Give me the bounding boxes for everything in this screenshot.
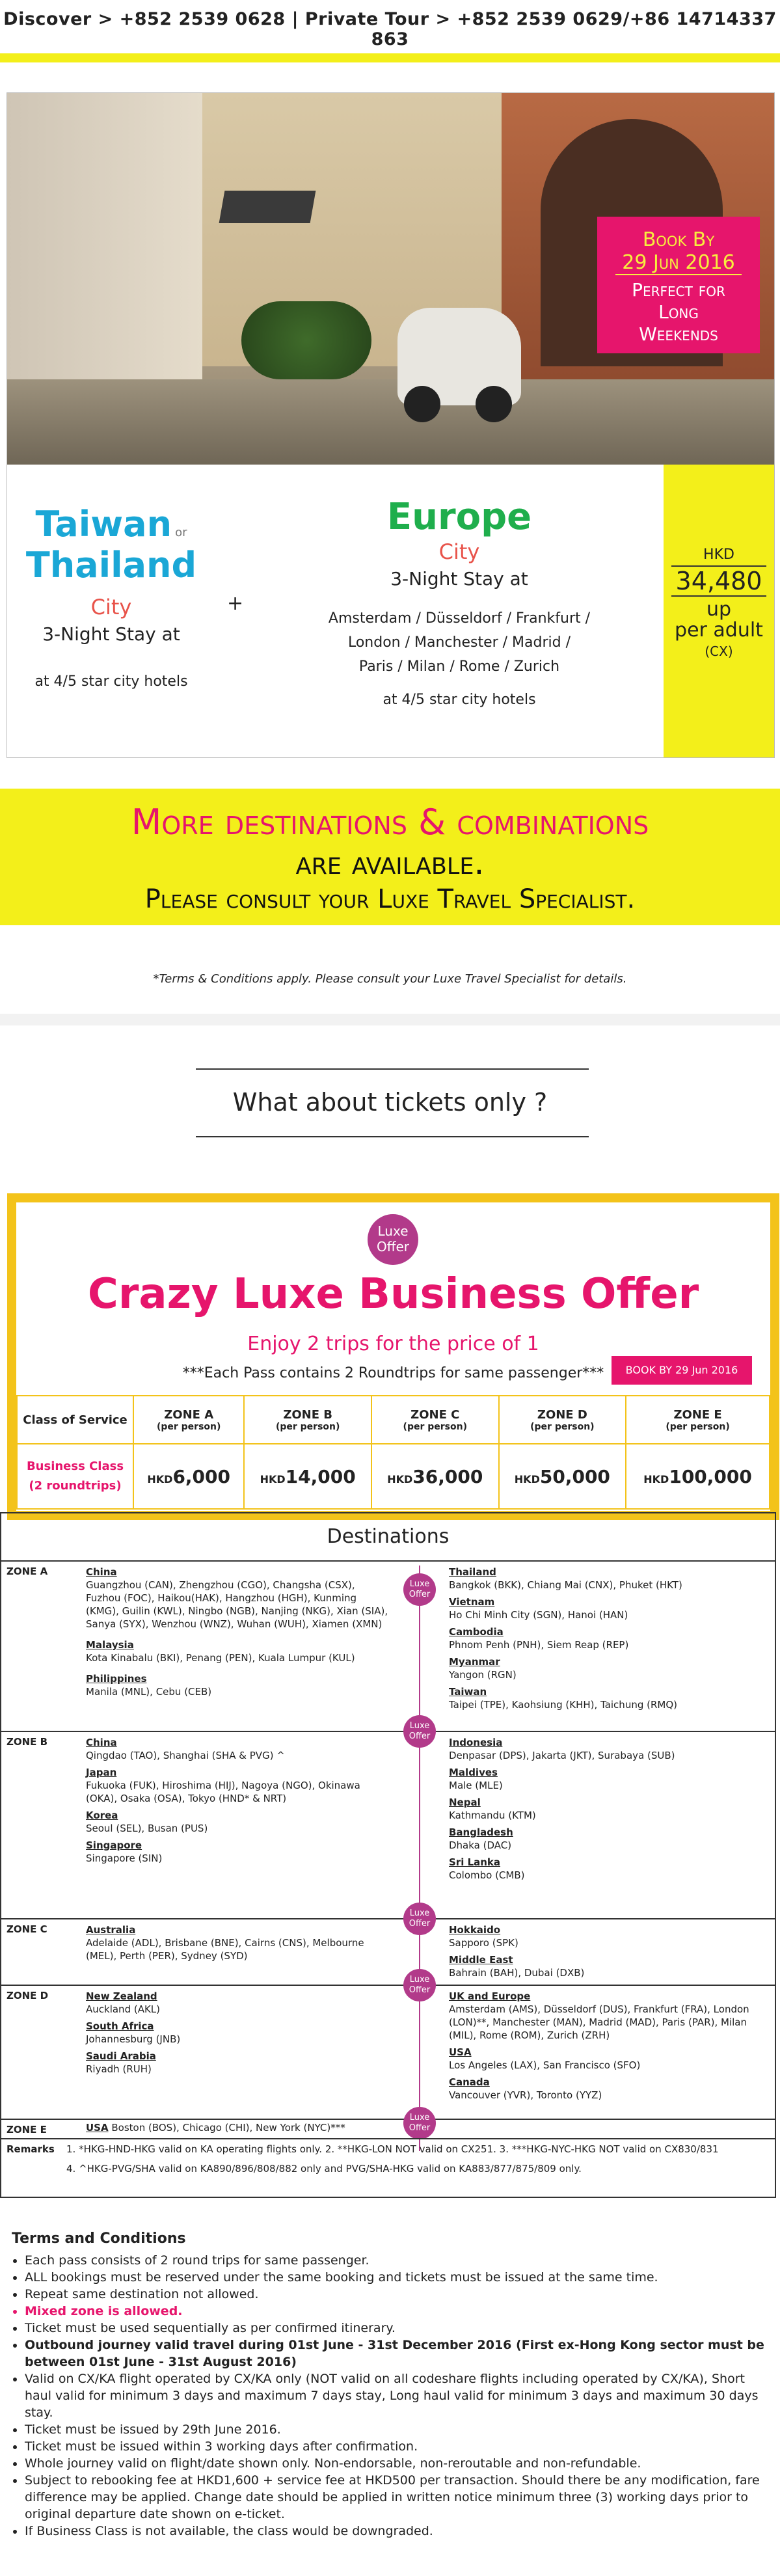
section-separator xyxy=(0,1014,780,1025)
cities: Auckland (AKL) xyxy=(86,2003,161,2015)
cities: Dhaka (DAC) xyxy=(449,1839,512,1851)
cities: Phnom Penh (PNH), Siem Reap (REP) xyxy=(449,1639,629,1651)
cities: Bangkok (BKK), Chiang Mai (CNX), Phuket (HKT) xyxy=(449,1579,682,1591)
list-item: • Ticket must be used sequentially as per confirmed itinerary. xyxy=(25,2320,766,2337)
perfect-for: Perfect for xyxy=(632,279,725,301)
scooter-wheel-back xyxy=(476,386,512,422)
country: Maldives xyxy=(449,1767,498,1778)
plus-sign: + xyxy=(227,592,244,615)
zone-label: ZONE B xyxy=(7,1736,48,1748)
luxe-offer-badge xyxy=(403,1715,436,1748)
cobblestone-street xyxy=(7,379,774,465)
cities: Los Angeles (LAX), San Francisco (SFO) xyxy=(449,2059,641,2071)
business-class-cell xyxy=(17,1444,133,1509)
remarks-row xyxy=(1,2138,775,2197)
offer-label: Offer xyxy=(409,1919,431,1929)
country: UK and Europe xyxy=(449,1990,531,2002)
zone-c-row xyxy=(1,1908,775,1986)
zone-name: ZONE C xyxy=(410,1407,460,1422)
price-value: 50,000 xyxy=(539,1465,610,1487)
price-value: 6,000 xyxy=(172,1465,231,1487)
list-item: • Mixed zone is allowed. xyxy=(25,2303,766,2320)
currency: HKD xyxy=(147,1472,173,1485)
country: New Zealand xyxy=(86,1990,157,2002)
asia-city-label: City xyxy=(90,595,132,619)
cities: Johannesburg (JNB) xyxy=(86,2033,181,2045)
country: Cambodia xyxy=(449,1626,504,1638)
cities: Colombo (CMB) xyxy=(449,1869,525,1881)
more-line1: More destinations & combinations xyxy=(131,802,649,843)
zone-d-row xyxy=(1,1975,775,2120)
europe-city-label: City xyxy=(438,539,480,564)
cities: Male (MLE) xyxy=(449,1780,503,1791)
terms-and-conditions xyxy=(12,2230,766,2540)
cities: Riyadh (RUH) xyxy=(86,2063,152,2075)
country: Australia xyxy=(86,1924,136,1936)
country: Bangladesh xyxy=(449,1826,513,1838)
cities: Fukuoka (FUK), Hiroshima (HIJ), Nagoya (NGO), Okinawa (OKA), Osaka (OSA), Tokyo (HND* & NRT) xyxy=(86,1780,360,1804)
divider-top xyxy=(196,1068,589,1070)
zone-a-right xyxy=(449,1562,768,1711)
more-line2: are available. xyxy=(295,844,485,882)
zone-c-right xyxy=(449,1919,768,1979)
thailand-title: Thailand xyxy=(25,545,197,586)
cities: Singapore (SIN) xyxy=(86,1852,163,1864)
price-airline: (CX) xyxy=(705,644,733,659)
asia-destination xyxy=(7,504,215,690)
cities: Bahrain (BAH), Dubai (DXB) xyxy=(449,1967,585,1979)
left-building xyxy=(7,93,202,379)
luxe-label: Luxe xyxy=(409,1579,430,1589)
price-amount: 34,480 xyxy=(671,565,766,597)
zone-e-row xyxy=(1,2113,775,2139)
luxe-offer-badge xyxy=(403,2107,436,2139)
country: Vietnam xyxy=(449,1596,495,1608)
zone-a-header xyxy=(133,1396,244,1444)
luxe-offer-badge xyxy=(403,1969,436,2001)
zone-name: ZONE E xyxy=(673,1407,722,1422)
cities: Kota Kinabalu (BKI), Penang (PEN), Kuala Lumpur (KUL) xyxy=(86,1652,355,1664)
package-offer-panel xyxy=(7,465,775,758)
luxe-label: Luxe xyxy=(409,2113,430,2122)
scooter-wheel-front xyxy=(404,386,440,422)
book-by-badge xyxy=(597,217,760,353)
list-item: • ALL bookings must be reserved under the same booking and tickets must be issued at the same time. xyxy=(25,2269,766,2286)
price-value: 14,000 xyxy=(285,1465,356,1487)
country: USA xyxy=(86,2122,109,2134)
asia-night-label: 3-Night Stay at xyxy=(42,623,180,645)
currency: HKD xyxy=(514,1472,540,1485)
list-item: • Valid on CX/KA flight operated by CX/KA only (NOT valid on all codeshare flights including operated by CX/KA), Short haul valid for minimum 3 days and maximum 7 days stay, Long haul valid for minimum 3 days and maximum 30 days stay. xyxy=(25,2370,766,2421)
country: Korea xyxy=(86,1810,118,1821)
remark-1: 1. *HKG-HND-HKG valid on KA operating flights only. 2. **HKG-LON NOT valid on CX251. 3. ***HKG-NYC-HKG NOT valid on CX830/831 xyxy=(66,2143,719,2155)
zone-c-header xyxy=(371,1396,499,1444)
luxe-label: Luxe xyxy=(409,1908,430,1918)
price-up: up xyxy=(706,598,732,621)
zone-name: ZONE A xyxy=(164,1407,214,1422)
zone-a-left xyxy=(86,1562,392,1698)
country: Indonesia xyxy=(449,1737,503,1748)
luxe-label: Luxe xyxy=(409,1721,430,1731)
zone-name: ZONE B xyxy=(283,1407,333,1422)
yellow-rule xyxy=(0,53,780,62)
country: Canada xyxy=(449,2076,490,2088)
zone-label: ZONE C xyxy=(7,1923,47,1935)
zone-b-row xyxy=(1,1721,775,1919)
zone-d-left xyxy=(86,1986,392,2076)
cities: Kathmandu (KTM) xyxy=(449,1810,536,1821)
business-class-label: Business Class xyxy=(26,1459,124,1473)
country: Sri Lanka xyxy=(449,1856,501,1868)
roundtrips-label: (2 roundtrips) xyxy=(29,1479,122,1493)
offer-label: Offer xyxy=(409,1731,431,1741)
cities: Boston (BOS), Chicago (CHI), New York (NYC)*** xyxy=(111,2122,345,2134)
europe-cities-line2: London / Manchester / Madrid / xyxy=(347,634,571,651)
country: Philippines xyxy=(86,1673,147,1685)
book-by-date: 29 Jun 2016 xyxy=(615,251,742,275)
country: Myanmar xyxy=(449,1656,500,1668)
per-person: (per person) xyxy=(156,1421,221,1432)
zone-d-right xyxy=(449,1986,768,2102)
luxe-offer-badge xyxy=(403,1573,436,1606)
luxe-label: Luxe xyxy=(409,1975,430,1985)
europe-cities-line1: Amsterdam / Düsseldorf / Frankfurt / xyxy=(328,610,591,627)
book-by-label: Book By xyxy=(642,228,715,251)
country: Taiwan xyxy=(449,1686,487,1698)
country: South Africa xyxy=(86,2020,154,2032)
list-item: • Whole journey valid on flight/date shown only. Non-endorsable, non-reroutable and non-refundable. xyxy=(25,2455,766,2472)
per-person: (per person) xyxy=(403,1421,467,1432)
offer-label: Offer xyxy=(409,2123,431,2133)
europe-cities xyxy=(267,606,651,679)
taiwan-title: Taiwan xyxy=(35,504,172,545)
class-of-service-header: Class of Service xyxy=(17,1396,133,1444)
cities: Yangon (RGN) xyxy=(449,1669,517,1681)
remark-2: 4. ^HKG-PVG/SHA valid on KA890/896/808/882 only and PVG/SHA-HKG valid on KA883/877/875/809 only. xyxy=(66,2163,582,2175)
weekends-label: Weekends xyxy=(639,323,718,345)
currency: HKD xyxy=(387,1472,413,1485)
zone-d-header xyxy=(499,1396,626,1444)
cities: Manila (MNL), Cebu (CEB) xyxy=(86,1686,212,1698)
cities: Guangzhou (CAN), Zhengzhou (CGO), Changsha (CSX), Fuzhou (FOC), Haikou(HAK), Hangzhou (HGH), Kunming (KMG), Guilin (KWL), Ningbo (NGB), Nanjing (NKG), Xian (SIA), Sanya (SYX), Wenzhou (WNZ), Wuhan (WUH), Xiamen (XMN) xyxy=(86,1579,388,1630)
cities: Amsterdam (AMS), Düsseldorf (DUS), Frankfurt (FRA), London (LON)**, Manchester (MAN), Madrid (MAD), Paris (PAR), Milan (MIL), Rome (ROM), Zurich (ZRH) xyxy=(449,2003,749,2041)
crazy-offer-title: Crazy Luxe Business Offer xyxy=(87,1270,699,1318)
destinations-table xyxy=(0,1512,776,2198)
tickets-only-heading: What about tickets only ? xyxy=(232,1088,548,1117)
hero-photo xyxy=(7,92,775,466)
more-line3: Please consult your Luxe Travel Specialist. xyxy=(144,884,636,914)
list-item: • Each pass consists of 2 round trips for same passenger. xyxy=(25,2252,766,2269)
zone-e-price xyxy=(626,1444,770,1509)
zone-b-header xyxy=(244,1396,371,1444)
country: China xyxy=(86,1566,117,1578)
per-person: (per person) xyxy=(666,1421,730,1432)
cities: Vancouver (YVR), Toronto (YYZ) xyxy=(449,2089,602,2101)
cities: Adelaide (ADL), Brisbane (BNE), Cairns (CNS), Melbourne (MEL), Perth (PER), Sydney (SYD) xyxy=(86,1937,364,1962)
country: Japan xyxy=(86,1767,117,1778)
list-item: • Subject to rebooking fee at HKD1,600 + service fee at HKD500 per transaction. Should there be any modification, fare difference may be applied. Change date should be applied in written notice minimum three (3) working days prior to original departure date shown on e-ticket. xyxy=(25,2472,766,2523)
tc-list xyxy=(12,2252,766,2540)
price-currency: HKD xyxy=(703,547,734,563)
zone-b-left xyxy=(86,1732,392,1865)
offer-label: Offer xyxy=(409,1590,431,1599)
zone-a-price xyxy=(133,1444,244,1509)
luxe-offer-badge xyxy=(368,1214,418,1265)
luxe-offer-badge xyxy=(403,1903,436,1935)
luxe-label: Luxe xyxy=(377,1223,409,1239)
country: Malaysia xyxy=(86,1639,134,1651)
asia-star-label: at 4/5 star city hotels xyxy=(34,673,188,690)
per-person: (per person) xyxy=(275,1421,340,1432)
country: Thailand xyxy=(449,1566,496,1578)
crazy-luxe-offer xyxy=(7,1193,779,1520)
currency: HKD xyxy=(643,1472,669,1485)
list-item: • Ticket must be issued within 3 working days after confirmation. xyxy=(25,2438,766,2455)
cities: Ho Chi Minh City (SGN), Hanoi (HAN) xyxy=(449,1609,628,1621)
offer-label: Offer xyxy=(409,1985,431,1995)
zone-c-price xyxy=(371,1444,499,1509)
europe-cities-line3: Paris / Milan / Rome / Zurich xyxy=(358,658,560,675)
currency: HKD xyxy=(260,1472,286,1485)
top-contact-bar xyxy=(0,0,780,52)
europe-title: Europe xyxy=(386,496,532,538)
per-person: (per person) xyxy=(530,1421,595,1432)
contact-line: Discover > +852 2539 0628 | Private Tour > +852 2539 0629/+86 14714337 863 xyxy=(3,9,777,49)
crazy-book-by: BOOK BY 29 Jun 2016 xyxy=(612,1356,752,1385)
zone-e-left xyxy=(86,2121,392,2134)
country: China xyxy=(86,1737,117,1748)
or-label: or xyxy=(175,526,187,539)
country: Hokkaido xyxy=(449,1924,501,1936)
plants xyxy=(241,301,371,379)
more-destinations-banner xyxy=(0,789,780,925)
country: USA xyxy=(449,2046,472,2058)
europe-star-label: at 4/5 star city hotels xyxy=(383,692,536,708)
zone-b-right xyxy=(449,1732,768,1882)
cities: Seoul (SEL), Busan (PUS) xyxy=(86,1823,208,1834)
europe-night-label: 3-Night Stay at xyxy=(390,568,528,590)
cities: Taipei (TPE), Kaohsiung (KHH), Taichung (RMQ) xyxy=(449,1699,677,1711)
destinations-title: Destinations xyxy=(327,1525,450,1548)
zone-a-row xyxy=(1,1560,775,1732)
price-box xyxy=(664,465,774,757)
list-item: • Outbound journey valid travel during 01st June - 31st December 2016 (First ex-Hong Kong sector must be between 01st June - 31st August 2016) xyxy=(25,2337,766,2370)
zone-price-table xyxy=(16,1395,770,1510)
enjoy-line: Enjoy 2 trips for the price of 1 xyxy=(247,1333,539,1355)
zone-b-price xyxy=(244,1444,371,1509)
cities: Sapporo (SPK) xyxy=(449,1937,518,1949)
price-value: 36,000 xyxy=(412,1465,483,1487)
country: Saudi Arabia xyxy=(86,2050,156,2062)
zone-name: ZONE D xyxy=(537,1407,587,1422)
table-row xyxy=(17,1444,770,1509)
awning xyxy=(219,191,316,223)
price-per-adult: per adult xyxy=(675,619,763,642)
zone-label: ZONE A xyxy=(7,1566,48,1577)
europe-destination xyxy=(267,496,651,708)
price-value: 100,000 xyxy=(669,1465,752,1487)
list-item: • Repeat same destination not allowed. xyxy=(25,2286,766,2303)
zone-label: ZONE E xyxy=(7,2124,47,2135)
divider-bottom xyxy=(196,1136,589,1137)
tc-heading: Terms and Conditions xyxy=(12,2230,186,2247)
country: Nepal xyxy=(449,1796,481,1808)
zone-c-left xyxy=(86,1919,392,1962)
long-label: Long xyxy=(658,301,699,323)
list-item: • Ticket must be issued by 29th June 2016. xyxy=(25,2421,766,2438)
country: Singapore xyxy=(86,1839,142,1851)
remarks-label: Remarks xyxy=(7,2143,55,2155)
offer-label: Offer xyxy=(376,1239,410,1254)
zone-label: ZONE D xyxy=(7,1990,49,2001)
table-header-row xyxy=(17,1396,770,1444)
terms-note: *Terms & Conditions apply. Please consult your Luxe Travel Specialist for details. xyxy=(153,972,627,986)
each-pass-line: ***Each Pass contains 2 Roundtrips for same passenger*** xyxy=(182,1365,604,1381)
list-item: • If Business Class is not available, the class would be downgraded. xyxy=(25,2523,766,2540)
zone-e-header xyxy=(626,1396,770,1444)
cities: Qingdao (TAO), Shanghai (SHA & PVG) ^ xyxy=(86,1750,285,1761)
country: Middle East xyxy=(449,1954,513,1966)
cities: Denpasar (DPS), Jakarta (JKT), Surabaya (SUB) xyxy=(449,1750,675,1761)
zone-d-price xyxy=(499,1444,626,1509)
